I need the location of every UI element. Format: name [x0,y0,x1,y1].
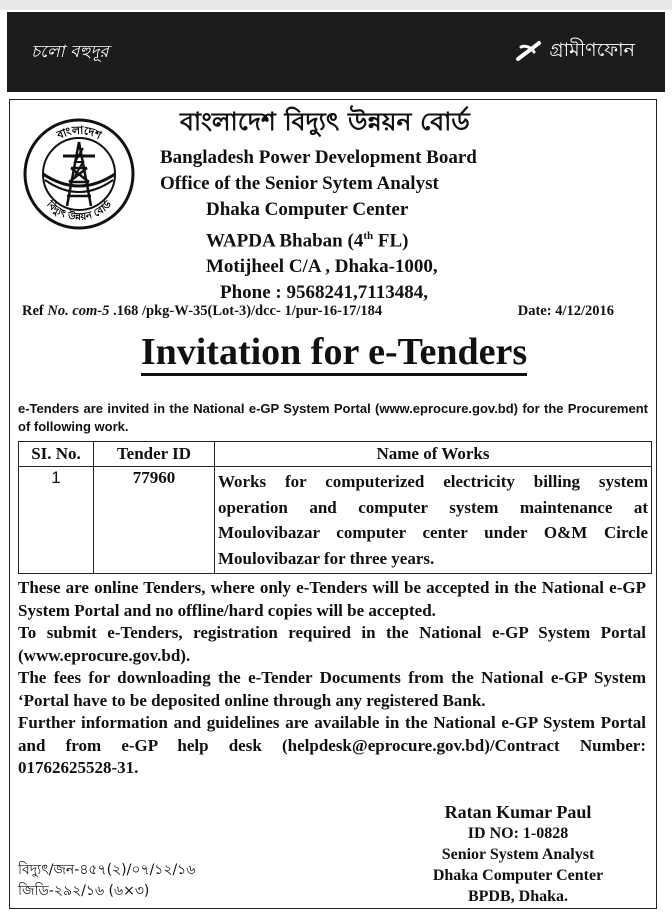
paragraph-online: These are online Tenders, where only e-Tenders will be accepted in the National e-GP System Portal and no offline/hard copies will be accepted. [18,578,646,620]
cell-work: Works for computerized electricity billing system operation and computer system maintenance at Moulovibazar computer center under O&M Circle Moulovibazar for three years. [215,467,652,574]
brand-name: গ্রামীণফোন [549,39,635,61]
col-name-of-works: Name of Works [215,442,652,467]
bpdb-logo-icon [23,118,135,230]
cell-sl: 1 [19,467,94,574]
address: Motijheel C/A , Dhaka-1000, [206,256,438,278]
ref-prefix: Ref [22,303,48,319]
logo-text-bottom: বিদ্যুৎ উন্নয়ন বোর্ড [44,199,114,224]
center-name: Dhaka Computer Center [206,199,409,220]
heading-text: Invitation for e-Tenders [141,331,527,376]
cell-tender-id: 77960 [94,467,215,574]
signatory-place: BPDB, Dhaka. [467,888,569,905]
banner-slogan: চলো বহুদূর [31,42,109,62]
phone: Phone : 9568241,7113484, [220,282,428,304]
org-name: Bangladesh Power Development Board [160,147,477,168]
col-sl-no: SI. No. [19,442,94,467]
building [206,223,580,254]
signatory-id: ID NO: 1-0828 [467,825,569,842]
notice-heading [10,330,658,374]
col-tender-id: Tender ID [94,442,215,467]
memo-line-1: বিদ্যুৎ/জন-৪৫৭(২)/০৭/১২/১৬ [18,862,196,878]
banner-brand [515,36,635,68]
ref-rest: .168 /pkg-W-35(Lot-3)/dcc- 1/pur-16-17/184 [109,303,383,319]
table-row [19,467,652,574]
office-name: Office of the Senior Sytem Analyst [160,173,439,194]
signatory-designation: Senior System Analyst [441,846,595,863]
memo-line-2: জিডি-২৯২/১৬ (৬×৩) [18,883,150,899]
paragraph-registration: To submit e-Tenders, registration required in the National e-GP System Portal (www.eprocure.gov.bd). [18,623,646,665]
top-strip [0,0,672,10]
intro-paragraph: e-Tenders are invited in the National e-GP System Portal (www.eprocure.gov.bd) for the Procurement of following work. [18,401,648,434]
logo-text-top: বাংলাদেশ [55,123,104,143]
paragraph-further-info: Further information and guidelines are available in the National e-GP System Portal and from e-GP help desk (helpdesk@eprocure.gov.bd)/Contract Number: 01762625528-31. [18,713,646,777]
memo-numbers [18,860,195,902]
signatory-name: Ratan Kumar Paul [444,802,592,822]
tender-notice [9,99,657,909]
table-header-row [19,442,652,467]
reference-number [22,303,382,320]
telenor-logo-icon [515,39,541,65]
notice-date: Date: 4/12/2016 [517,303,614,319]
works-table [18,441,652,574]
paragraph-fees: The fees for downloading the e-Tender Documents from the National e-GP System ‘Portal have to be deposited online through any registered Bank. [18,668,646,710]
building-post: FL) [373,230,409,252]
advertiser-banner [7,12,665,92]
signature-block [418,802,618,907]
instructions [18,577,646,780]
letterhead [160,102,580,306]
ref-italic: No. com-5 [47,303,110,319]
signatory-center: Dhaka Computer Center [432,867,604,884]
svg-text:বাংলাদেশ [54,124,104,142]
building-pre: WAPDA Bhaban (4 [206,230,364,252]
org-title-bangla: বাংলাদেশ বিদ্যুৎ উন্নয়ন বোর্ড [180,107,470,136]
building-sup: th [363,230,374,242]
